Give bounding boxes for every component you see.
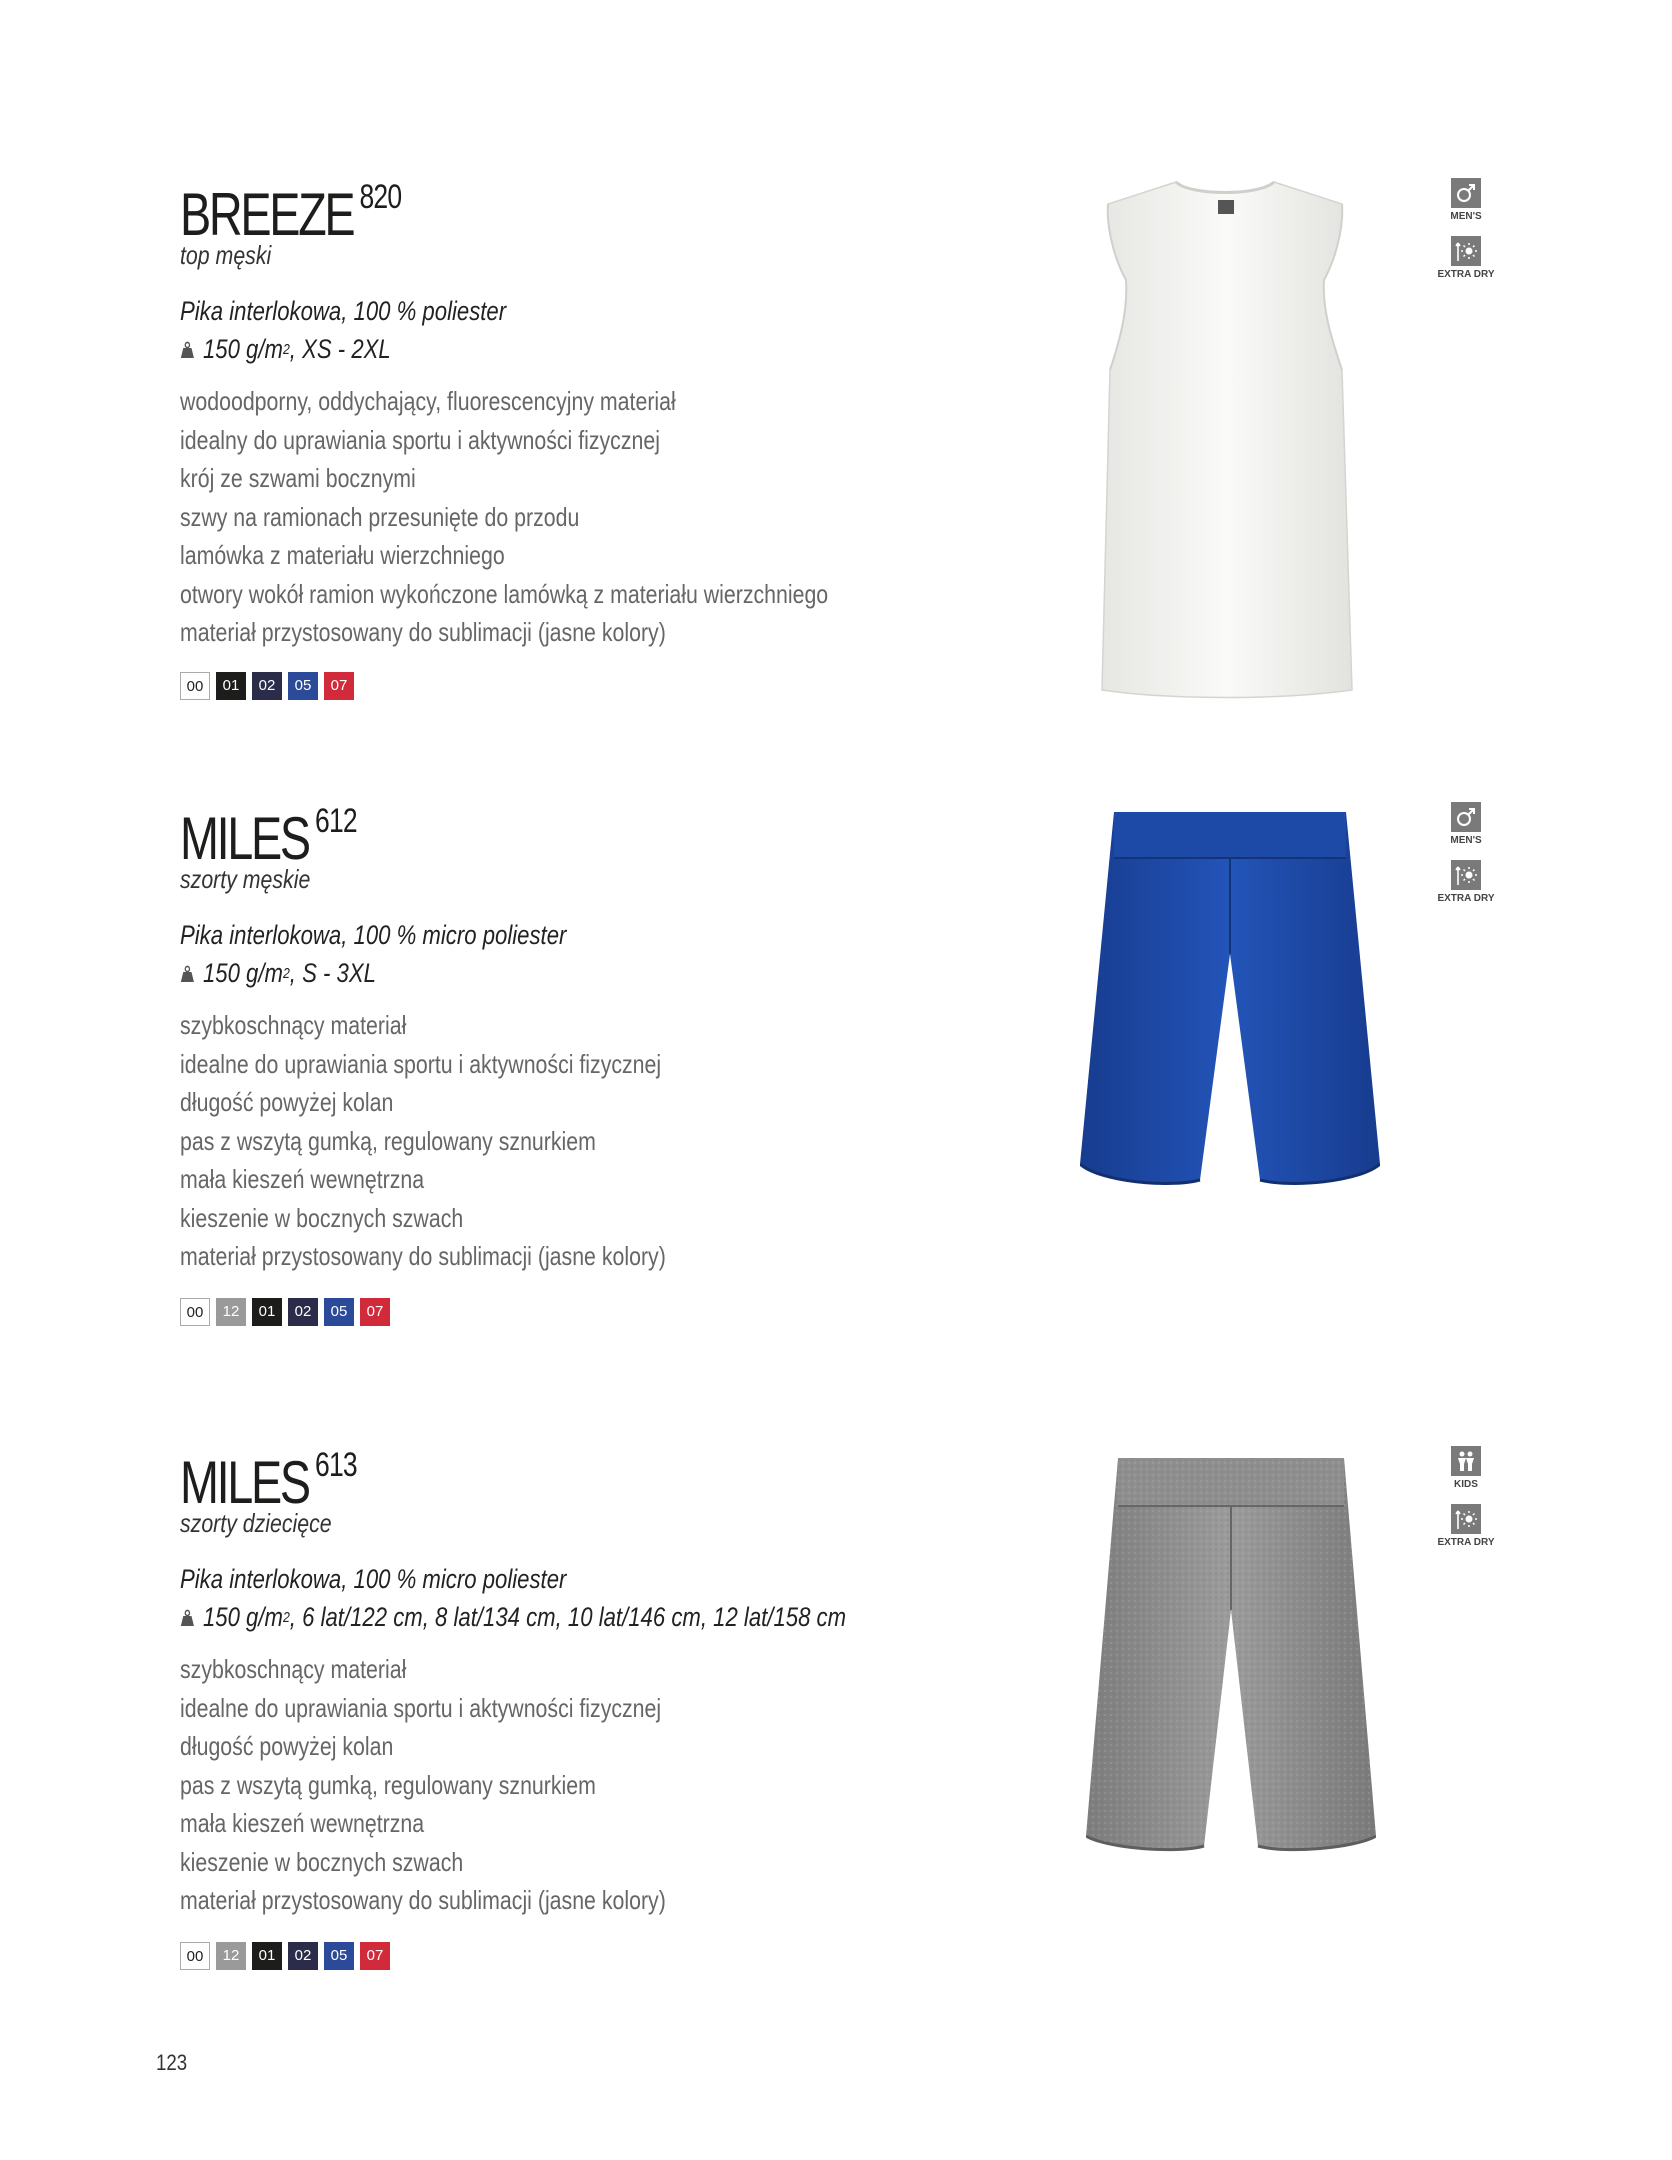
feature-item: materiał przystosowany do sublimacji (jasne kolory): [180, 1241, 666, 1271]
badge-mens: [1450, 802, 1481, 846]
color-swatch: 12: [216, 1298, 246, 1326]
badge-column: [1436, 1446, 1496, 1562]
male-symbol-icon: [1451, 802, 1481, 832]
badge-label: EXTRA DRY: [1437, 269, 1495, 280]
product-subtitle: szorty dziecięce: [180, 1508, 332, 1538]
feature-item: mała kieszeń wewnętrzna: [180, 1808, 425, 1838]
color-swatch: 05: [288, 672, 318, 700]
product-name: MILES: [180, 805, 309, 872]
badge-mens: [1450, 178, 1481, 222]
feature-item: materiał przystosowany do sublimacji (jasne kolory): [180, 1885, 666, 1915]
feature-item: lamówka z materiału wierzchniego: [180, 540, 505, 570]
color-swatch: 00: [180, 1942, 210, 1970]
product-name: MILES: [180, 1449, 309, 1516]
feature-item: idealne do uprawiania sportu i aktywności fizycznej: [180, 1692, 662, 1723]
product-name: BREEZE: [180, 181, 354, 248]
badge-column: [1436, 178, 1496, 294]
color-swatch: 01: [252, 1298, 282, 1326]
badge-label: EXTRA DRY: [1437, 1537, 1495, 1548]
color-swatch: 07: [360, 1942, 390, 1970]
badge-extra-dry: [1437, 860, 1494, 904]
color-swatches: [180, 1298, 390, 1326]
feature-item: idealny do uprawiania sportu i aktywności fizycznej: [180, 424, 660, 455]
badge-kids: [1451, 1446, 1481, 1490]
color-swatch: 02: [252, 672, 282, 700]
feature-item: długość powyżej kolan: [180, 1731, 394, 1761]
feature-item: szwy na ramionach przesunięte do przodu: [180, 501, 580, 532]
spec-weight: 150 g/m: [202, 334, 283, 364]
color-swatch: 12: [216, 1942, 246, 1970]
spec-sizes: , XS - 2XL: [289, 334, 391, 364]
color-swatch: 02: [288, 1298, 318, 1326]
color-swatch: 00: [180, 672, 210, 700]
extra-dry-icon: [1451, 236, 1481, 266]
feature-list: [180, 382, 828, 652]
spec-sizes: , 6 lat/122 cm, 8 lat/134 cm, 10 lat/146 cm, 12 lat/158 cm: [289, 1602, 847, 1632]
feature-item: długość powyżej kolan: [180, 1087, 394, 1117]
feature-item: materiał przystosowany do sublimacji (jasne kolory): [180, 617, 666, 647]
spec-weight: 150 g/m: [202, 1602, 283, 1632]
color-swatch: 00: [180, 1298, 210, 1326]
product-code: 613: [314, 1446, 357, 1484]
spec-sizes: , S - 3XL: [289, 958, 376, 988]
male-symbol-icon: [1451, 178, 1481, 208]
feature-item: szybkoschnący materiał: [180, 1010, 407, 1040]
weight-size-spec: [180, 958, 376, 989]
color-swatch: 02: [288, 1942, 318, 1970]
kids-icon: [1451, 1446, 1481, 1476]
badge-label: EXTRA DRY: [1437, 893, 1495, 904]
weight-icon: [180, 965, 195, 983]
feature-item: wodoodporny, oddychający, fluorescencyjny materiał: [180, 386, 676, 416]
color-swatch: 07: [324, 672, 354, 700]
badge-extra-dry: [1437, 236, 1494, 280]
color-swatches: [180, 1942, 390, 1970]
color-swatch: 05: [324, 1942, 354, 1970]
fabric-description: Pika interlokowa, 100 % micro poliester: [180, 1564, 567, 1594]
product-code: 820: [359, 178, 402, 216]
page-number: 123: [156, 2050, 188, 2075]
weight-size-spec: [180, 1602, 846, 1633]
shorts-icon: [1086, 1450, 1376, 1870]
feature-item: kieszenie w bocznych szwach: [180, 1846, 464, 1877]
product-subtitle: top męski: [180, 240, 272, 270]
product-code: 612: [314, 802, 357, 840]
color-swatch: 07: [360, 1298, 390, 1326]
extra-dry-icon: [1451, 1504, 1481, 1534]
feature-item: krój ze szwami bocznymi: [180, 463, 416, 493]
feature-item: pas z wszytą gumką, regulowany sznurkiem: [180, 1769, 596, 1800]
feature-item: pas z wszytą gumką, regulowany sznurkiem: [180, 1125, 596, 1156]
color-swatches: [180, 672, 354, 700]
color-swatch: 05: [324, 1298, 354, 1326]
weight-icon: [180, 341, 195, 359]
spec-weight: 150 g/m: [202, 958, 283, 988]
badge-extra-dry: [1437, 1504, 1494, 1548]
badge-column: [1436, 802, 1496, 918]
extra-dry-icon: [1451, 860, 1481, 890]
fabric-description: Pika interlokowa, 100 % micro poliester: [180, 920, 567, 950]
feature-item: otwory wokół ramion wykończone lamówką z materiału wierzchniego: [180, 578, 829, 609]
shorts-icon: [1080, 804, 1380, 1224]
badge-label: KIDS: [1454, 1479, 1478, 1490]
spec-unit-sup: 2: [282, 341, 290, 358]
product-subtitle: szorty męskie: [180, 864, 311, 894]
spec-unit-sup: 2: [282, 965, 290, 982]
color-swatch: 01: [252, 1942, 282, 1970]
feature-list: [180, 1650, 666, 1920]
feature-item: idealne do uprawiania sportu i aktywności fizycznej: [180, 1048, 662, 1079]
sleeveless-top-icon: [1080, 170, 1370, 700]
feature-item: szybkoschnący materiał: [180, 1654, 407, 1684]
badge-label: MEN'S: [1450, 835, 1482, 846]
badge-label: MEN'S: [1450, 211, 1482, 222]
feature-list: [180, 1006, 666, 1276]
weight-size-spec: [180, 334, 391, 365]
fabric-description: Pika interlokowa, 100 % poliester: [180, 296, 507, 326]
feature-item: kieszenie w bocznych szwach: [180, 1202, 464, 1233]
weight-icon: [180, 1609, 195, 1627]
color-swatch: 01: [216, 672, 246, 700]
spec-unit-sup: 2: [282, 1609, 290, 1626]
feature-item: mała kieszeń wewnętrzna: [180, 1164, 425, 1194]
